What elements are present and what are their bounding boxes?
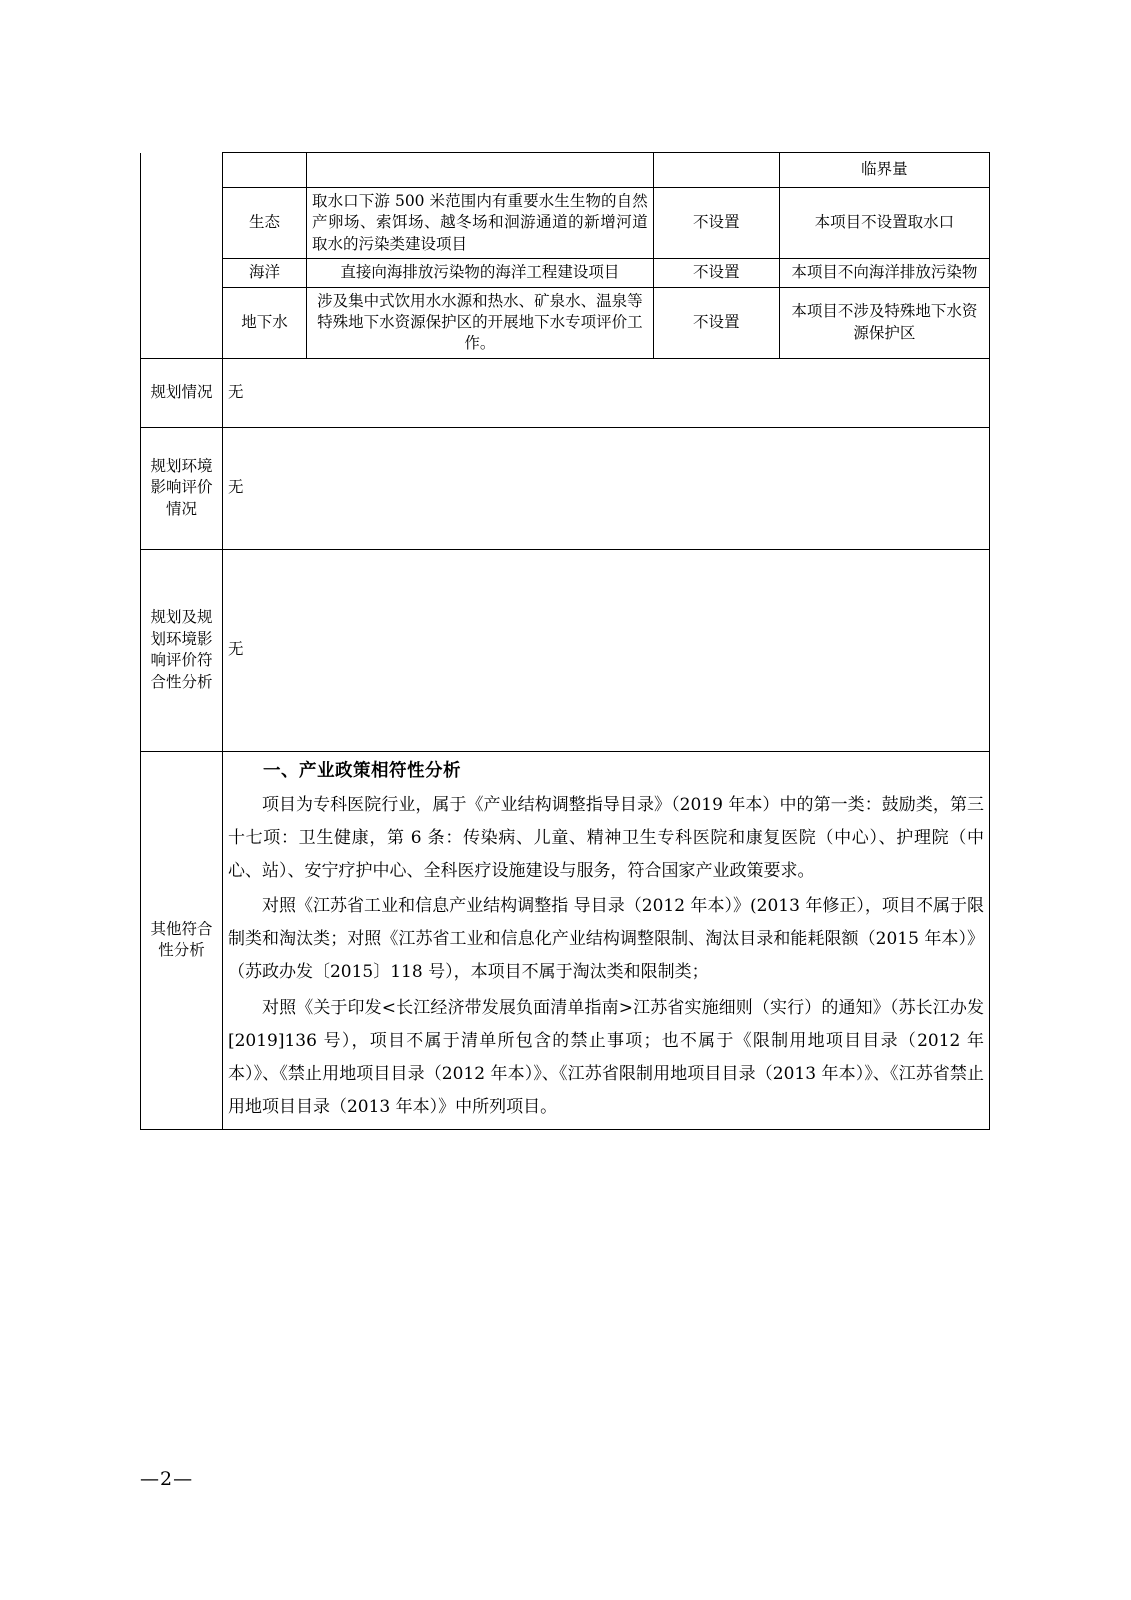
row-description: 取水口下游 500 米范围内有重要水生生物的自然产卵场、索饵场、越冬场和洄游通道的新增河道取水的污染类建设项目 <box>307 188 654 259</box>
section-row-other-compliance <box>141 751 990 1130</box>
table-row <box>141 259 990 287</box>
row-result: 本项目不向海洋排放污染物 <box>779 259 989 287</box>
row-description: 涉及集中式饮用水水源和热水、矿泉水、温泉等特殊地下水资源保护区的开展地下水专项评价工作。 <box>307 287 654 358</box>
row-result: 本项目不设置取水口 <box>779 188 989 259</box>
section-label-planning-compliance: 规划及规划环境影响评价符合性分析 <box>141 549 223 751</box>
section-value-planning: 无 <box>222 358 989 427</box>
row-result: 本项目不涉及特殊地下水资源保护区 <box>779 287 989 358</box>
header-cell-empty-set <box>653 153 779 188</box>
row-setting: 不设置 <box>653 259 779 287</box>
header-cell-empty-desc <box>307 153 654 188</box>
table-row <box>141 287 990 358</box>
header-cell-empty-sub <box>222 153 306 188</box>
row-setting: 不设置 <box>653 188 779 259</box>
header-threshold-label: 临界量 <box>779 153 989 188</box>
section-row-planning-eia <box>141 427 990 549</box>
row-setting: 不设置 <box>653 287 779 358</box>
row-description: 直接向海排放污染物的海洋工程建设项目 <box>307 259 654 287</box>
analysis-paragraph: 对照《关于印发<长江经济带发展负面清单指南>江苏省实施细则（实行）的通知》（苏长江办发[2019]136 号），项目不属于清单所包含的禁止事项；也不属于《限制用地项目目录（2012 年本）》、《禁止用地项目目录（2012 年本）》、《江苏省限制用地项目目录（2013 年本）》、《江苏省禁止用地项目目录（2013 年本）》中所列项目。 <box>227 997 984 1118</box>
table-row-header-continued <box>141 153 990 188</box>
section-label-planning: 规划情况 <box>141 358 223 427</box>
section-value-planning-eia: 无 <box>222 427 989 549</box>
section-label-planning-eia: 规划环境影响评价情况 <box>141 427 223 549</box>
analysis-paragraph: 项目为专科医院行业，属于《产业结构调整指导目录》（2019 年本）中的第一类：鼓励类，第三十七项：卫生健康，第 6 条：传染病、儿童、精神卫生专科医院和康复医院（中心）、护理院（中心、站）、安宁疗护中心、全科医疗设施建设与服务，符合国家产业政策要求。 <box>227 794 984 882</box>
section-value-planning-compliance: 无 <box>222 549 989 751</box>
row-category: 海洋 <box>222 259 306 287</box>
other-compliance-content <box>222 751 989 1130</box>
analysis-heading: 一、产业政策相符性分析 <box>262 760 461 781</box>
row-label-empty <box>141 153 223 359</box>
section-row-planning-compliance <box>141 549 990 751</box>
row-category: 地下水 <box>222 287 306 358</box>
page-number: —2— <box>140 1468 194 1490</box>
table-row <box>141 188 990 259</box>
analysis-paragraph: 对照《江苏省工业和信息产业结构调整指 导目录（2012 年本）》(2013 年修正），项目不属于限制类和淘汰类；对照《江苏省工业和信息化产业结构调整限制、淘汰目录和能耗限额（2015 年本）》（苏政办发〔2015〕118 号），本项目不属于淘汰类和限制类； <box>227 896 984 983</box>
row-category: 生态 <box>222 188 306 259</box>
section-label-other-compliance: 其他符合性分析 <box>141 751 223 1130</box>
section-row-planning <box>141 358 990 427</box>
compliance-table <box>140 152 990 1130</box>
